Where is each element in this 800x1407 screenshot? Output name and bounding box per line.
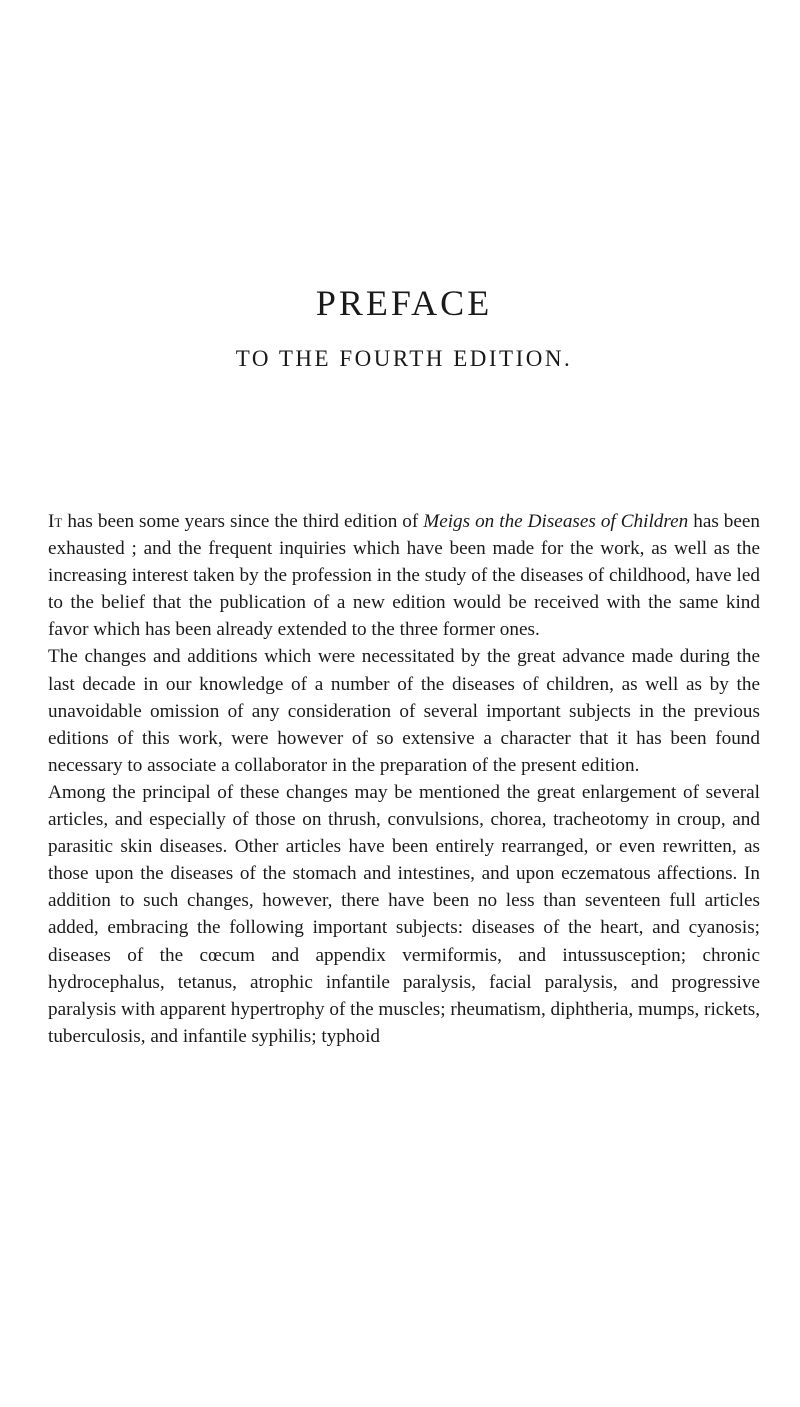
book-title-italic: Meigs on the Diseases of Children	[423, 511, 689, 532]
paragraph-text: has been exhausted ; and the frequent inquiries which have been made for the work, as well as the increasing interest taken by the profession in the study of the diseases of childhood, have led to the belief that the publication of a new edition would be received with the same kind favor which has been already extended to the three former ones.	[48, 511, 760, 641]
page-subtitle: TO THE FOURTH EDITION.	[235, 346, 573, 371]
page-title: PREFACE	[315, 283, 493, 323]
paragraph-3: Among the principal of these changes may be mentioned the great enlargement of several articles, and especially of those on thrush, convulsions, chorea, tracheotomy in croup, and parasitic skin diseases. Other articles have been entirely rearranged, or even rewritten, as those upon the diseases of the stomach and intestines, and upon eczematous affections. In addition to such changes, however, there have been no less than seventeen full articles added, embracing the following important subjects: diseases of the heart, and cyanosis; diseases of the cœcum and appendix vermiformis, and intussusception; chronic hydrocephalus, tetanus, atrophic infantile paralysis, facial paralysis, and progressive paralysis with apparent hypertrophy of the muscles; rheumatism, diphtheria, mumps, rickets, tuberculosis, and infantile syphilis; typhoid	[48, 781, 760, 1047]
preface-body	[48, 508, 760, 1050]
paragraph-2: The changes and additions which were necessitated by the great advance made during the last decade in our knowledge of a number of the diseases of children, as well as by the unavoidable omission of any consideration of several important subjects in the previous editions of this work, were however of so extensive a character that it has been found necessary to associate a collaborator in the preparation of the present edition.	[48, 646, 760, 776]
paragraph-text: has been some years since the third edition of	[62, 511, 424, 532]
paragraph-1	[48, 508, 760, 643]
paragraph-lead-word: It	[48, 511, 63, 532]
